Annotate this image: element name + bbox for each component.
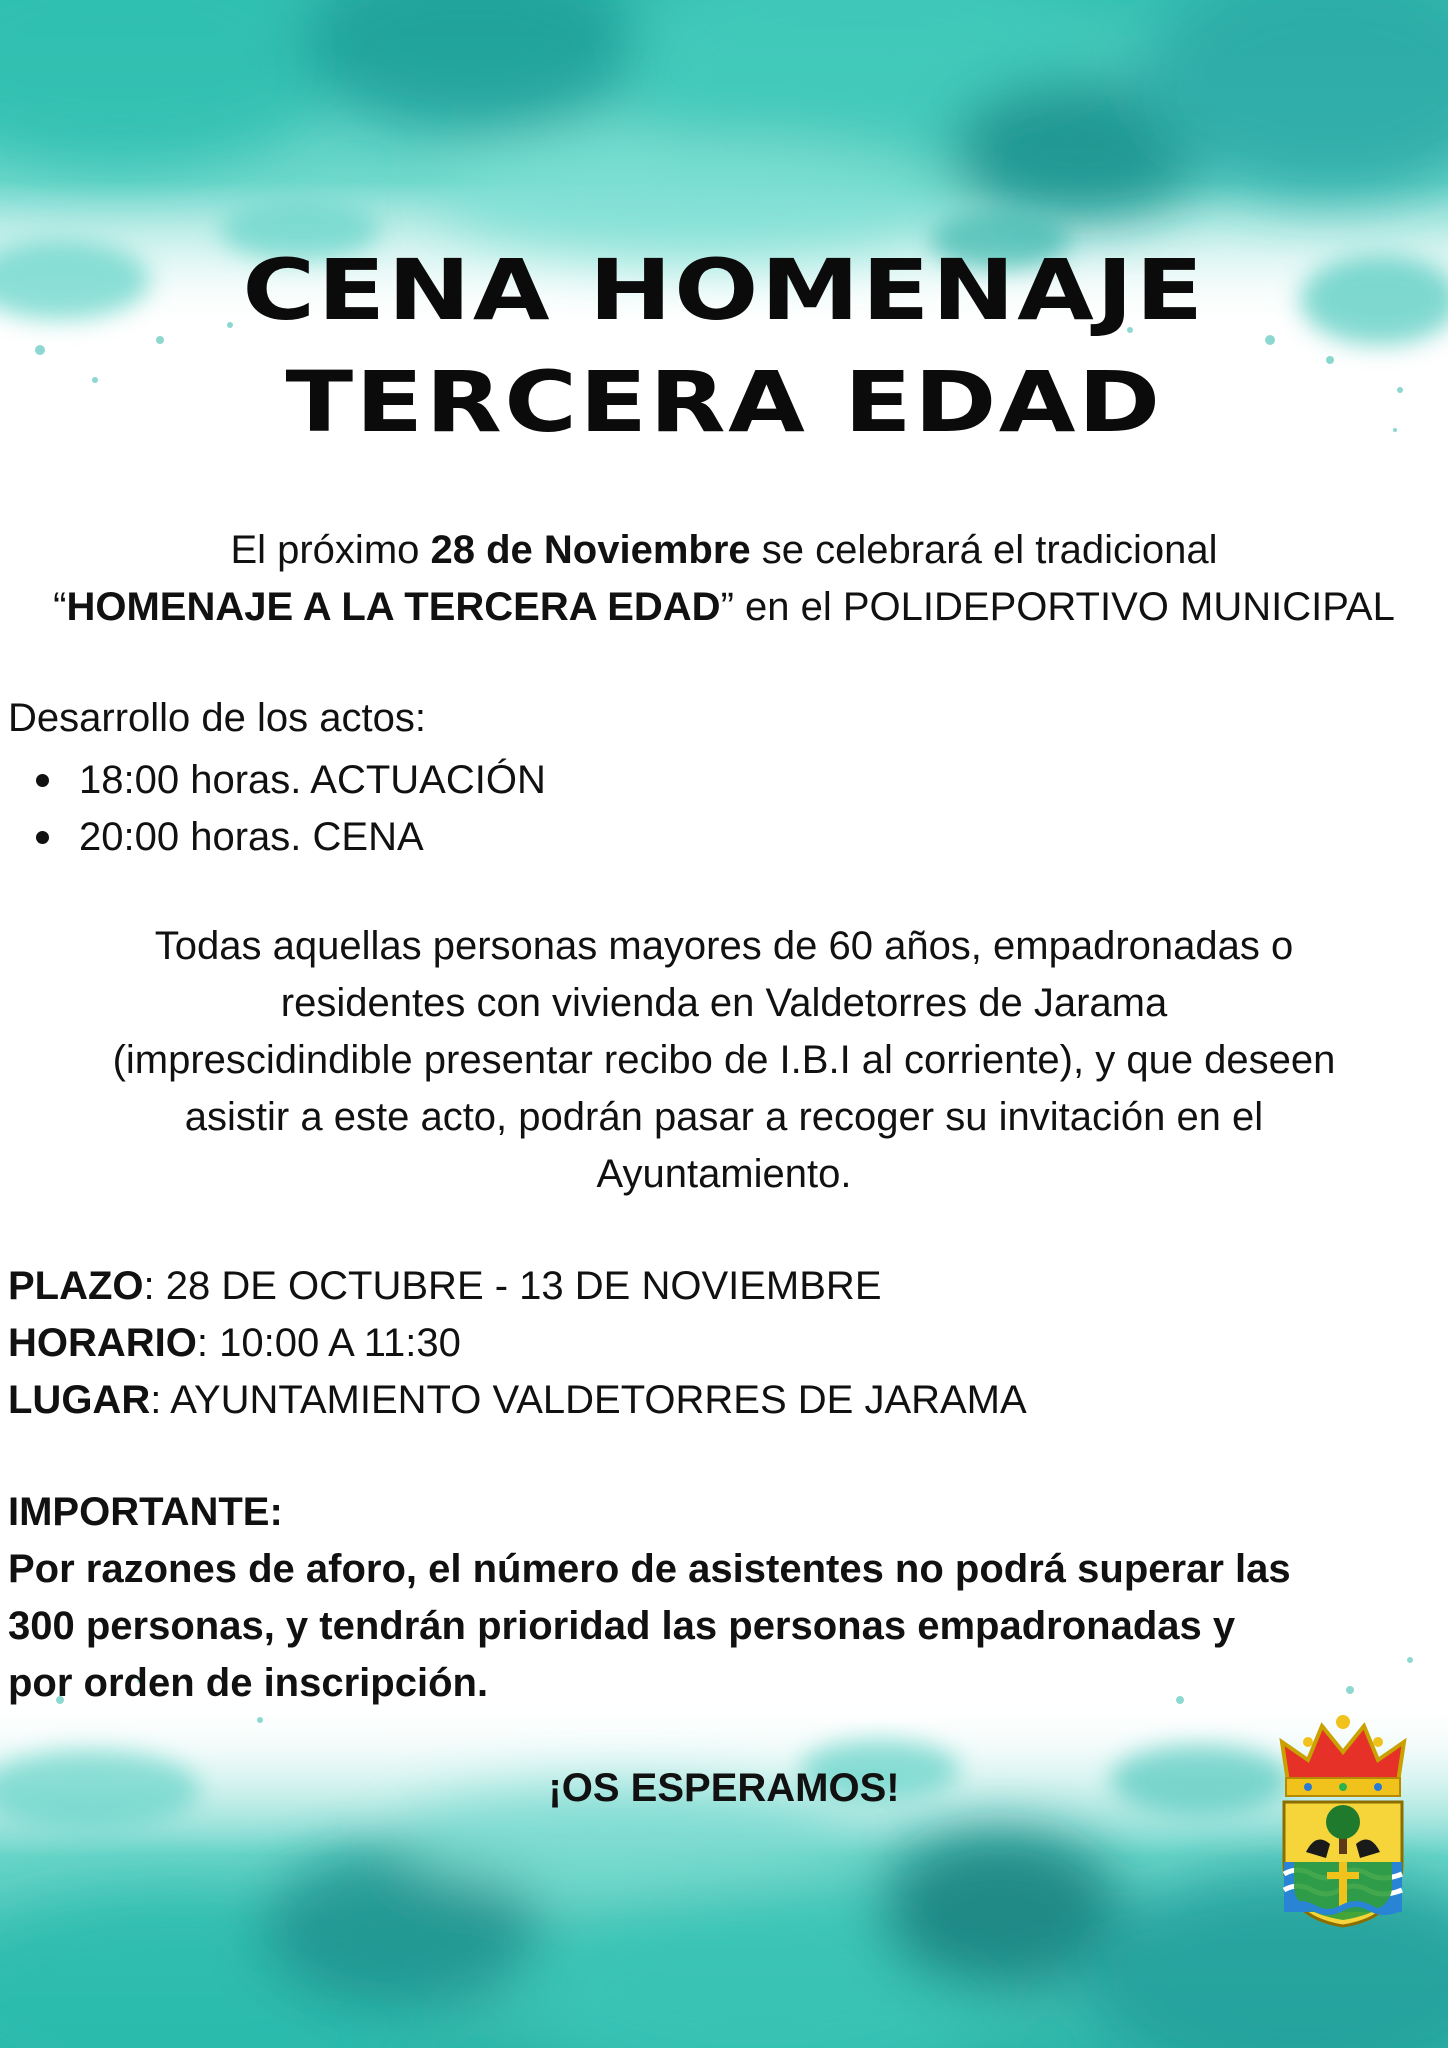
quote-open: “ bbox=[53, 585, 67, 629]
poster-title-line-2: TERCERA EDAD bbox=[285, 353, 1163, 451]
eligibility-line: residentes con vivienda en Valdetorres de Jarama bbox=[280, 981, 1168, 1025]
intro-middle: se celebrará el tradicional bbox=[750, 528, 1218, 572]
important-line: Por razones de aforo, el número de asistentes no podrá superar las bbox=[8, 1547, 1291, 1591]
intro-paragraph bbox=[40, 522, 1408, 636]
important-heading: IMPORTANTE: bbox=[8, 1490, 283, 1534]
eligibility-paragraph bbox=[8, 918, 1440, 1203]
horario-label: HORARIO bbox=[8, 1321, 197, 1365]
registration-info bbox=[8, 1258, 1027, 1429]
list-item bbox=[36, 809, 546, 866]
act-item-text: 20:00 horas. CENA bbox=[79, 815, 424, 859]
municipal-coat-of-arms-icon bbox=[1278, 1712, 1408, 1928]
event-date: 28 de Noviembre bbox=[430, 528, 751, 572]
plazo-value: : 28 DE OCTUBRE - 13 DE NOVIEMBRE bbox=[143, 1264, 882, 1308]
intro-prefix: El próximo bbox=[230, 528, 431, 572]
quote-close: ” bbox=[720, 585, 734, 629]
important-line: 300 personas, y tendrán prioridad las personas empadronadas y bbox=[8, 1604, 1236, 1648]
bullet-icon bbox=[36, 774, 49, 787]
lugar-row bbox=[8, 1372, 1027, 1429]
acts-list bbox=[36, 752, 546, 866]
plazo-label: PLAZO bbox=[8, 1264, 144, 1308]
plazo-row bbox=[8, 1258, 1027, 1315]
eligibility-line: Ayuntamiento. bbox=[596, 1152, 852, 1196]
intro-suffix: en el POLIDEPORTIVO MUNICIPAL bbox=[733, 585, 1395, 629]
closing-message: ¡OS ESPERAMOS! bbox=[548, 1766, 900, 1810]
list-item bbox=[36, 752, 546, 809]
eligibility-line: asistir a este acto, podrán pasar a recoger su invitación en el bbox=[184, 1095, 1264, 1139]
lugar-label: LUGAR bbox=[8, 1378, 151, 1422]
poster-title-line-1: CENA HOMENAJE bbox=[242, 241, 1206, 339]
eligibility-line: (imprescidindible presentar recibo de I.B.I al corriente), y que deseen bbox=[112, 1038, 1336, 1082]
lugar-value: : AYUNTAMIENTO VALDETORRES DE JARAMA bbox=[150, 1378, 1027, 1422]
horario-row bbox=[8, 1315, 1027, 1372]
eligibility-line: Todas aquellas personas mayores de 60 años, empadronadas o bbox=[154, 924, 1294, 968]
important-notice bbox=[8, 1484, 1438, 1712]
important-line: por orden de inscripción. bbox=[8, 1661, 489, 1705]
bullet-icon bbox=[36, 831, 49, 844]
horario-value: : 10:00 A 11:30 bbox=[196, 1321, 461, 1365]
event-name: HOMENAJE A LA TERCERA EDAD bbox=[66, 585, 721, 629]
act-item-text: 18:00 horas. ACTUACIÓN bbox=[79, 758, 546, 802]
acts-heading: Desarrollo de los actos: bbox=[8, 696, 426, 740]
